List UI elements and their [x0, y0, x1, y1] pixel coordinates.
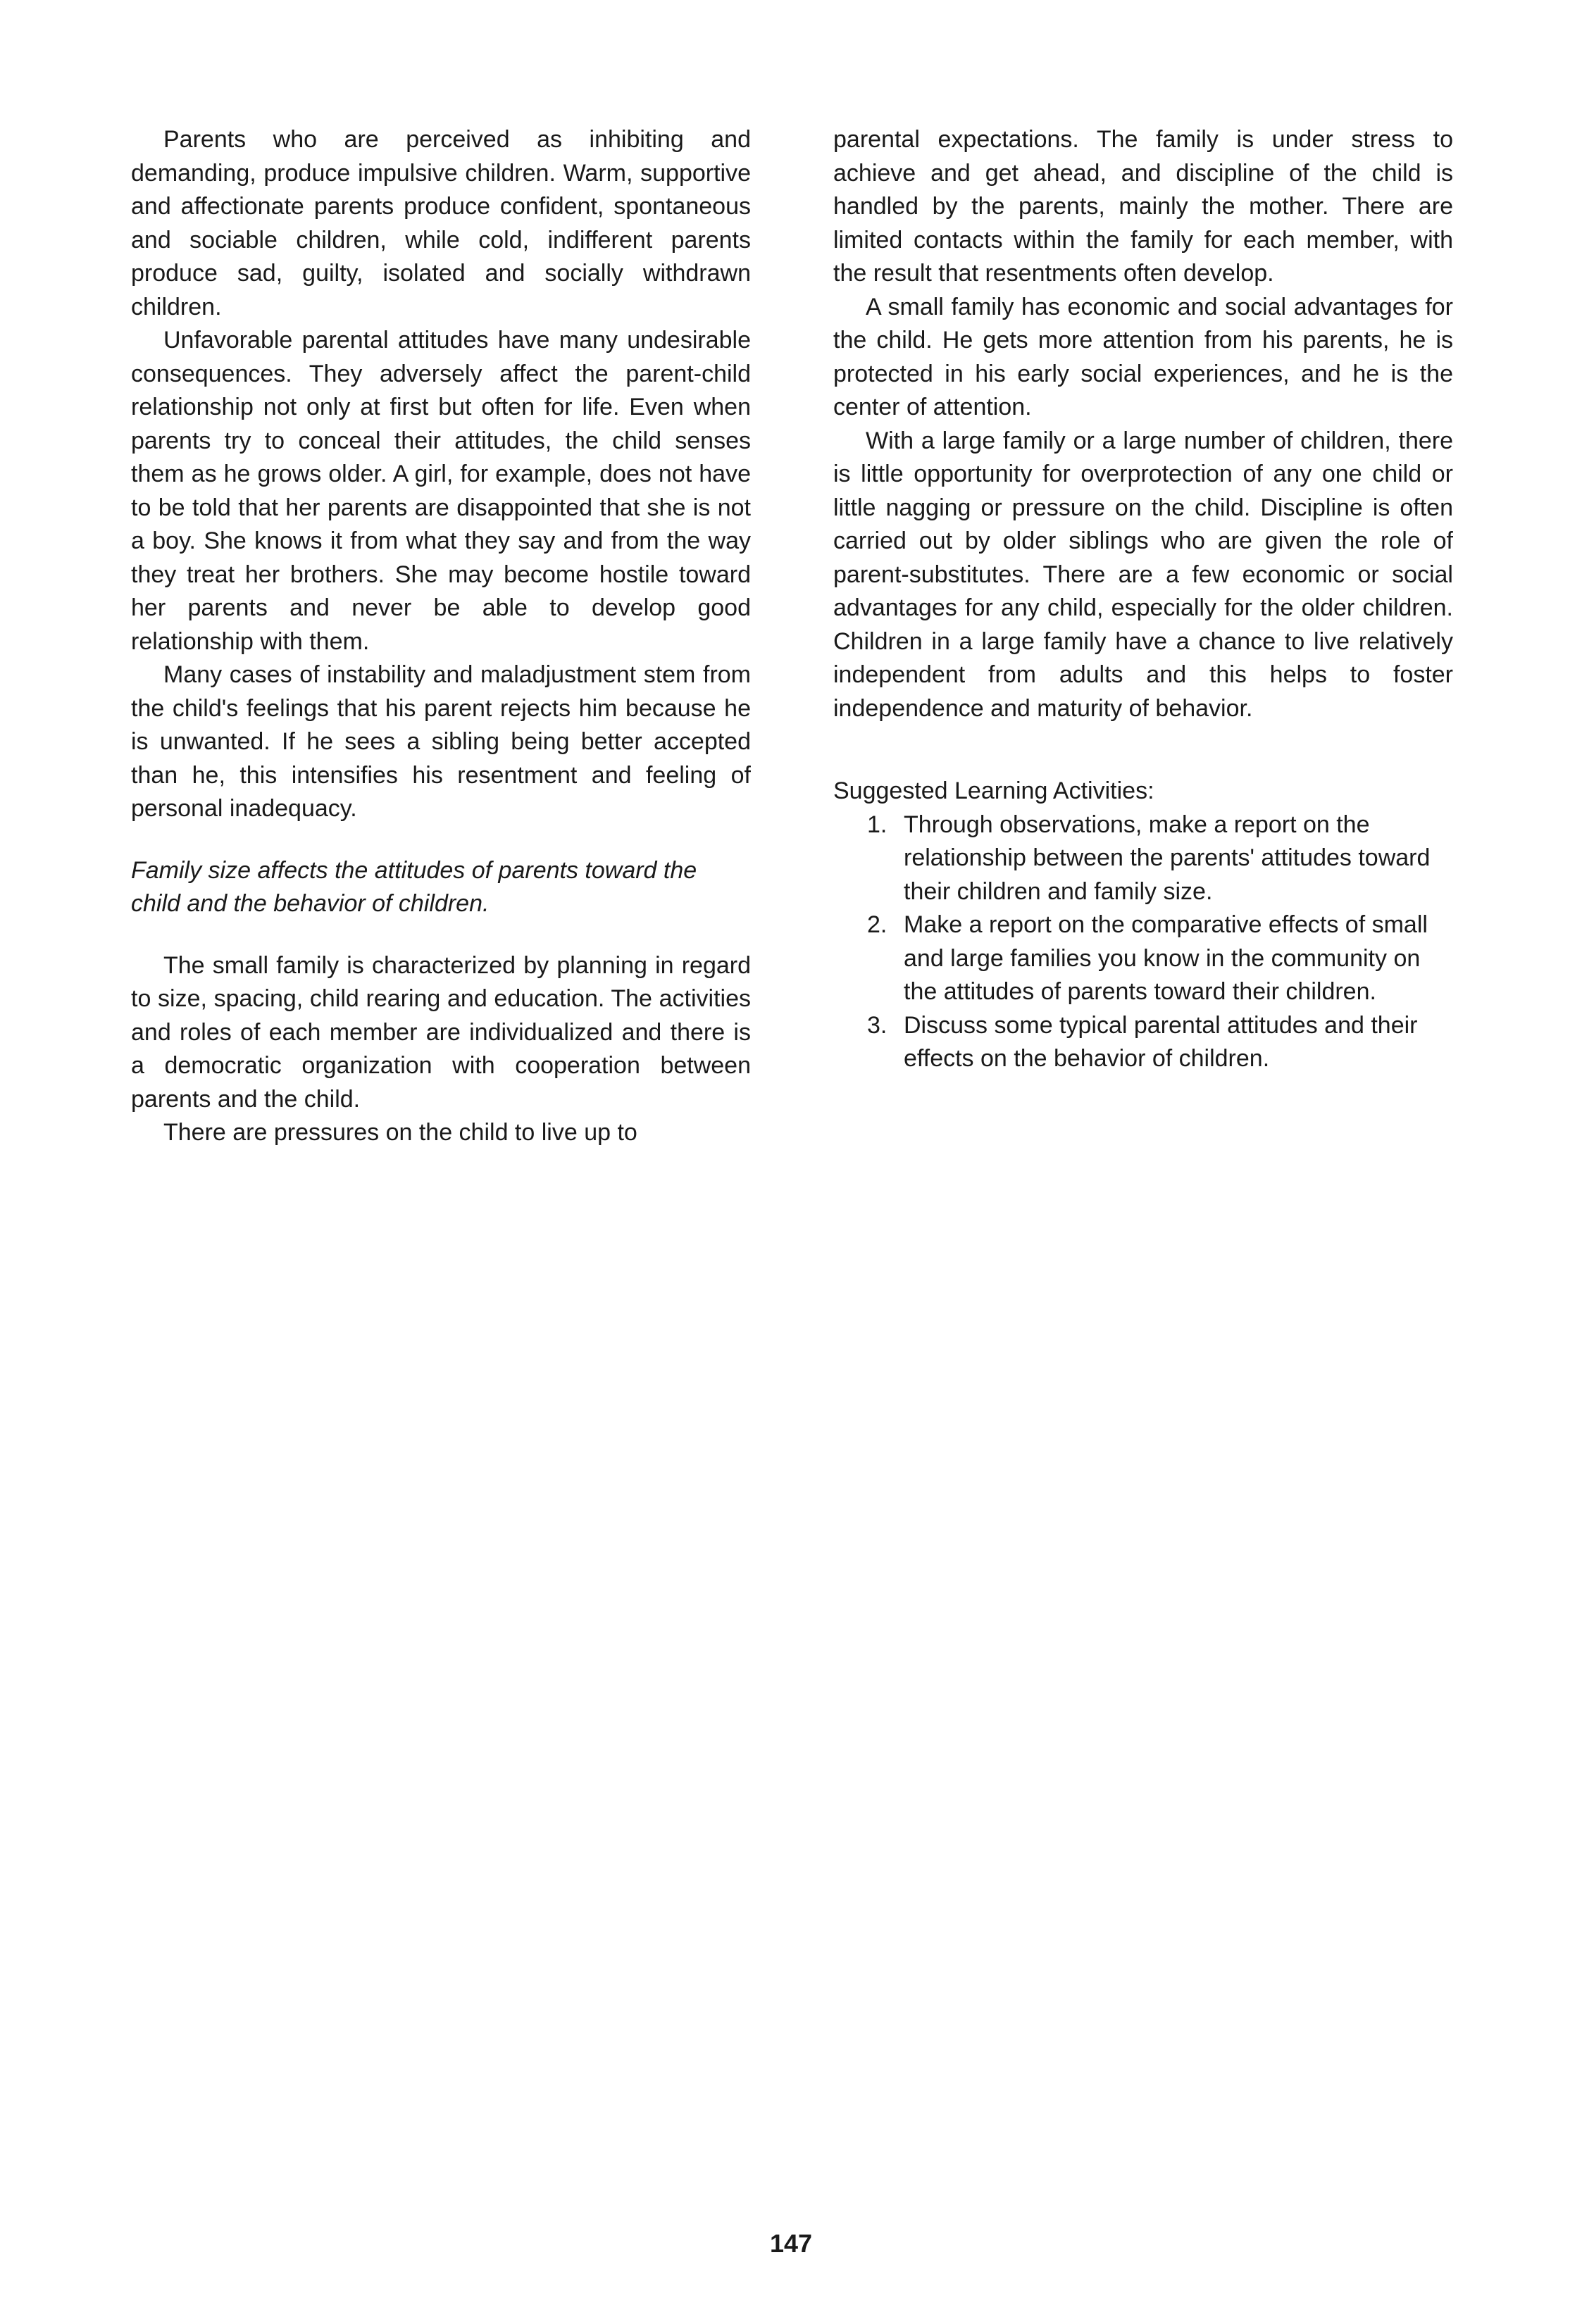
- list-item-number: 1.: [867, 811, 887, 838]
- list-item-number: 2.: [867, 911, 887, 938]
- paragraph-unfavorable-attitudes: Unfavorable parental attitudes have many undesirable consequences. They adversely affect the parent-child relationship not only at first but often for life. Even when parents try to conceal their attitudes, the child senses them as he grows older. A girl, for example, does not have to be told that her parents are disappointed that she is not a boy. She knows it from what they say and from the way they treat her brothers. She may become hostile toward her parents and never be able to develop good relationship with them.: [131, 327, 751, 655]
- paragraph-parental-perception: Parents who are perceived as inhibiting and demanding, produce impulsive children. Warm, supportive and affectionate parents produce confident, spontaneous and sociable children, while cold, indifferent parents produce sad, guilty, isolated and socially withdrawn children.: [131, 126, 751, 320]
- list-item: [833, 1009, 1453, 1076]
- activities-list: [833, 808, 1453, 1076]
- list-item-text: Make a report on the comparative effects of small and large families you know in the community on the attitudes of parents toward their children.: [904, 911, 1428, 1005]
- spacer: [131, 826, 751, 854]
- list-item: [833, 808, 1453, 909]
- paragraph-small-family: The small family is characterized by planning in regard to size, spacing, child rearing and education. The activities and roles of each member are individualized and there is a democratic organization with cooperation between parents and the child.: [131, 951, 751, 1113]
- left-column: [131, 123, 751, 1150]
- paragraph-pressures: There are pressures on the child to live up to: [163, 1119, 637, 1146]
- spacer: [833, 725, 1453, 775]
- page-number: 147: [769, 2229, 813, 2258]
- activities-title: Suggested Learning Activities:: [833, 777, 1154, 804]
- section-subheading: Family size affects the attitudes of parents toward the child and the behavior of children.: [131, 856, 697, 917]
- spacer: [131, 921, 751, 949]
- paragraph-large-family: With a large family or a large number of children, there is little opportunity for overprotection of any one child or little nagging or pressure on the child. Discipline is often carried out by older siblings who are given the role of parent-substitutes. There are a few economic or social advantages for any child, especially for the older children. Children in a large family have a chance to live relatively independent from adults and this helps to foster independence and maturity of behavior.: [833, 427, 1453, 722]
- paragraph-continuation: parental expectations. The family is under stress to achieve and get ahead, and discipline of the child is handled by the parents, mainly the mother. There are limited contacts within the family for each member, with the result that resentments often develop.: [833, 126, 1453, 287]
- paragraph-small-family-advantages: A small family has economic and social advantages for the child. He gets more attention from his parents, he is protected in his early social experiences, and he is the center of attention.: [833, 293, 1453, 420]
- right-column: [833, 123, 1453, 1076]
- list-item-text: Discuss some typical parental attitudes and their effects on the behavior of children.: [904, 1011, 1418, 1072]
- list-item: [833, 908, 1453, 1009]
- list-item-number: 3.: [867, 1011, 887, 1039]
- list-item-text: Through observations, make a report on the relationship between the parents' attitudes toward their children and family size.: [904, 811, 1431, 905]
- paragraph-instability: Many cases of instability and maladjustment stem from the child's feelings that his parent rejects him because he is unwanted. If he sees a sibling being better accepted than he, this intensifies his resentment and feeling of personal inadequacy.: [131, 661, 751, 822]
